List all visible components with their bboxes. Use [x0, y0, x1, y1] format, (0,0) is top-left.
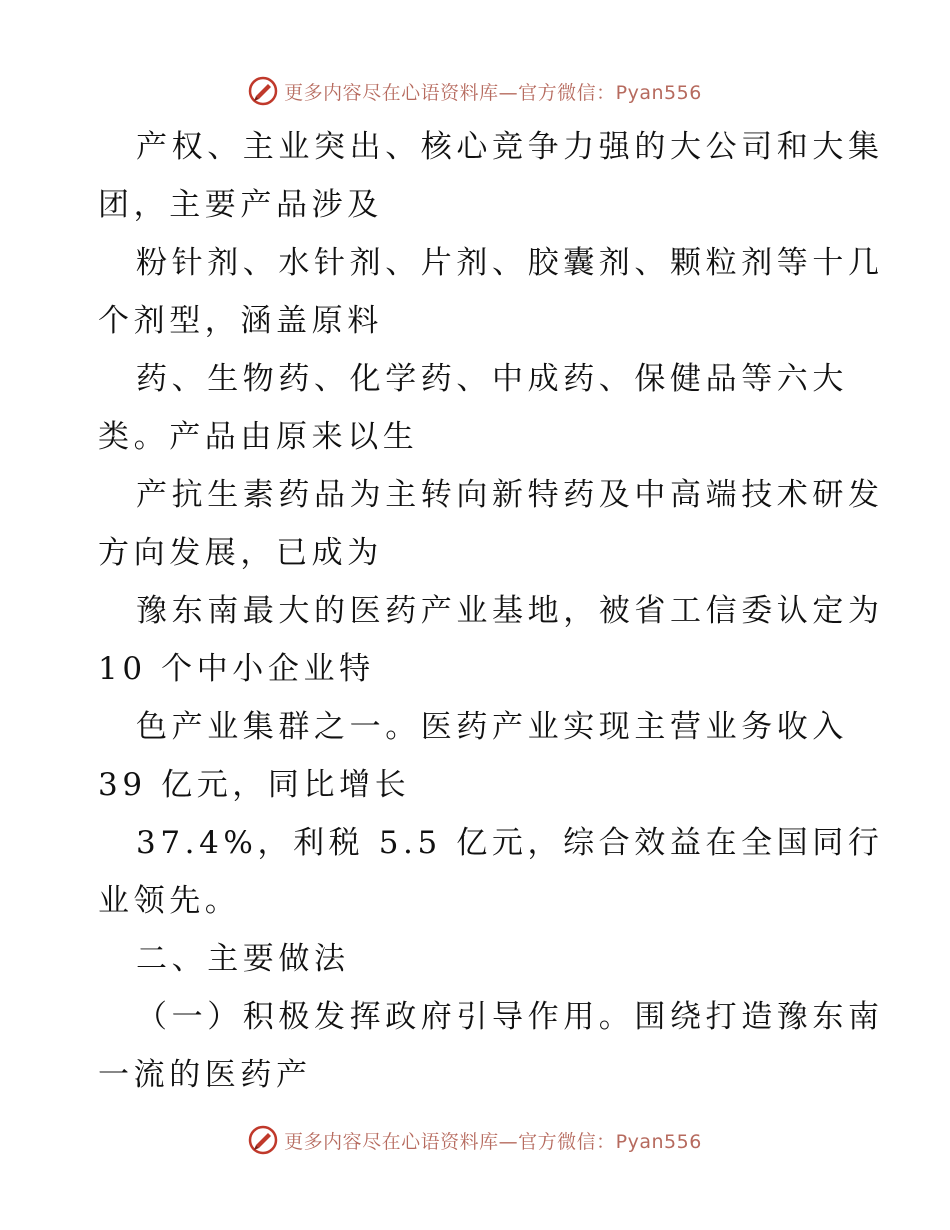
- paragraph-line: 方向发展，已成为: [98, 535, 383, 571]
- paragraph-line: 类。产品由原来以生: [98, 419, 419, 455]
- paragraph-line: 豫东南最大的医药产业基地，被省工信委认定为: [136, 593, 884, 629]
- paragraph: [98, 118, 884, 234]
- pen-logo-icon: [248, 1125, 278, 1155]
- paragraph: [98, 234, 884, 350]
- paragraph: [98, 582, 884, 698]
- paragraph-line: （一）积极发挥政府引导作用。围绕打造豫东南: [136, 999, 884, 1035]
- footer-wechat-id: Pyan556: [615, 1130, 702, 1153]
- paragraph: [98, 466, 884, 582]
- pen-logo-icon: [248, 76, 278, 106]
- paragraph-line: 10 个中小企业特: [98, 651, 375, 687]
- footer-banner: [0, 1120, 950, 1160]
- paragraph-line: 色产业集群之一。医药产业实现主营业务收入: [136, 709, 848, 745]
- paragraph-line: 个剂型，涵盖原料: [98, 303, 383, 339]
- paragraph: [98, 814, 884, 930]
- document-body: [98, 118, 884, 1104]
- paragraph-line: 药、生物药、化学药、中成药、保健品等六大: [136, 361, 848, 397]
- paragraph: [98, 698, 858, 814]
- paragraph: [98, 350, 858, 466]
- paragraph-line: 产权、主业突出、核心竞争力强的大公司和大集: [136, 129, 884, 165]
- section-heading: [98, 930, 858, 988]
- paragraph-line: 业领先。: [98, 883, 241, 919]
- paragraph-line: 二、主要做法: [136, 941, 350, 977]
- paragraph-line: 37.4%，利税 5.5 亿元，综合效益在全国同行: [136, 825, 884, 861]
- header-banner: [0, 71, 950, 111]
- paragraph-line: 39 亿元，同比增长: [98, 767, 411, 803]
- paragraph-line: 一流的医药产: [98, 1057, 312, 1093]
- paragraph: [98, 988, 884, 1104]
- paragraph-line: 粉针剂、水针剂、片剂、胶囊剂、颗粒剂等十几: [136, 245, 884, 281]
- header-wechat-id: Pyan556: [615, 81, 702, 104]
- header-banner-text: 更多内容尽在心语资料库—官方微信：Pyan556: [284, 81, 702, 104]
- footer-banner-text: 更多内容尽在心语资料库—官方微信：Pyan556: [284, 1130, 702, 1153]
- paragraph-line: 团，主要产品涉及: [98, 187, 383, 223]
- paragraph-line: 产抗生素药品为主转向新特药及中高端技术研发: [136, 477, 884, 513]
